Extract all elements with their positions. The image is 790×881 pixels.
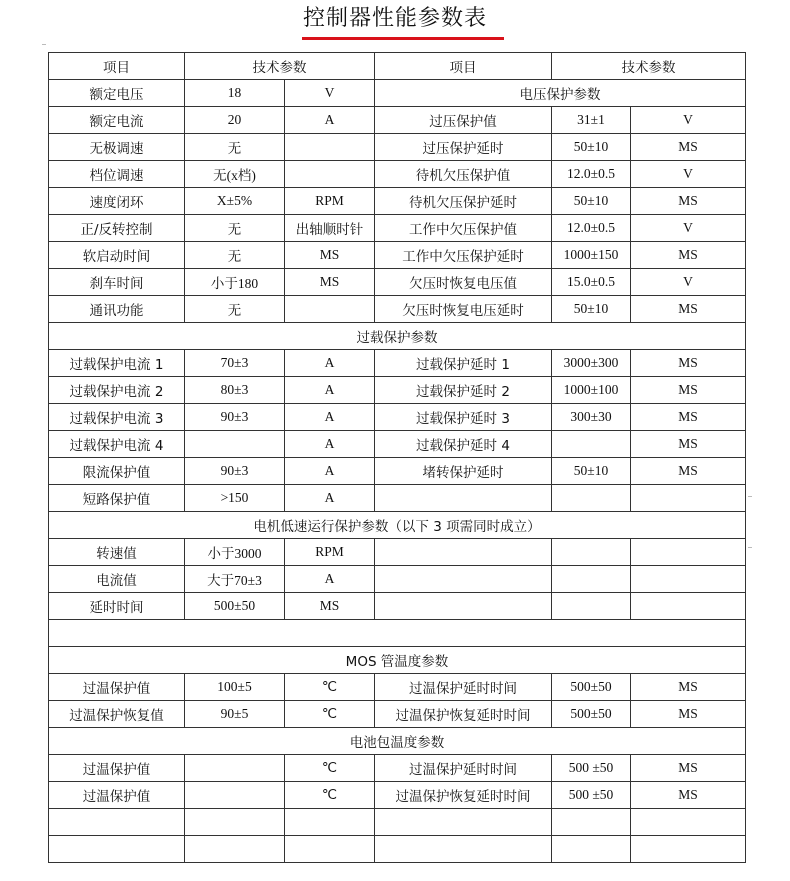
table-cell: 刹车时间 [49,269,185,296]
table-cell: 50±10 [552,296,631,323]
table-cell: 80±3 [185,377,285,404]
table-cell [552,836,631,863]
table-cell: 电流值 [49,566,185,593]
table-cell: 500±50 [552,701,631,728]
table-cell: A [285,458,375,485]
table-cell: ℃ [285,782,375,809]
table-cell [375,836,552,863]
table-cell: 500 ±50 [552,755,631,782]
table-cell: 技术参数 [185,53,375,80]
table-row [49,809,746,836]
table-row [49,782,746,809]
table-row [49,647,746,674]
table-cell: 过温保护延时时间 [375,755,552,782]
section-header: 电机低速运行保护参数（以下 3 项需同时成立） [49,512,746,539]
table-cell: 20 [185,107,285,134]
table-cell: 过载保护延时 1 [375,350,552,377]
table-row [49,620,746,647]
table-cell: 1000±150 [552,242,631,269]
table-cell: 12.0±0.5 [552,215,631,242]
table-cell: 无(x档) [185,161,285,188]
table-cell: MS [631,458,746,485]
table-cell: V [631,215,746,242]
table-cell: 90±3 [185,404,285,431]
table-cell: MS [631,755,746,782]
table-cell: 50±10 [552,134,631,161]
table-cell: 过温保护延时时间 [375,674,552,701]
table-cell: 过载保护电流 2 [49,377,185,404]
table-cell: 待机欠压保护值 [375,161,552,188]
table-cell: 31±1 [552,107,631,134]
table-cell [285,134,375,161]
table-row [49,377,746,404]
table-row [49,458,746,485]
table-row [49,242,746,269]
table-cell: 工作中欠压保护值 [375,215,552,242]
table-cell: MS [631,350,746,377]
table-cell [185,782,285,809]
table-cell: 过温保护值 [49,755,185,782]
table-cell: 出轴顺时针 [285,215,375,242]
table-cell: 限流保护值 [49,458,185,485]
title-underline [302,37,504,40]
table-cell [49,836,185,863]
table-cell [631,485,746,512]
table-cell: 18 [185,80,285,107]
table-row [49,188,746,215]
table-cell: 100±5 [185,674,285,701]
table-cell: 转速值 [49,539,185,566]
table-row [49,728,746,755]
edge-mark [748,496,752,497]
table-row [49,350,746,377]
table-row [49,755,746,782]
table-cell [552,566,631,593]
table-cell: 15.0±0.5 [552,269,631,296]
table-row [49,215,746,242]
table-cell: 过温保护恢复延时时间 [375,701,552,728]
page-title: 控制器性能参数表 [302,6,487,31]
table-cell [185,809,285,836]
table-cell: RPM [285,188,375,215]
table-cell: 额定电压 [49,80,185,107]
table-row [49,53,746,80]
table-cell: 无 [185,215,285,242]
table-row [49,269,746,296]
table-cell [375,485,552,512]
table-cell [285,161,375,188]
table-cell: MS [285,269,375,296]
section-header: 电池包温度参数 [49,728,746,755]
table-cell: ℃ [285,674,375,701]
table-cell: RPM [285,539,375,566]
table-cell: MS [631,377,746,404]
table-cell: MS [631,296,746,323]
table-cell: 项目 [49,53,185,80]
table-cell: 过载保护延时 4 [375,431,552,458]
table-cell: MS [631,404,746,431]
table-cell: 档位调速 [49,161,185,188]
table-cell [552,809,631,836]
table-row [49,431,746,458]
section-header [49,620,746,647]
table-cell: V [285,80,375,107]
table-cell: 过载保护电流 1 [49,350,185,377]
table-cell: 大于70±3 [185,566,285,593]
table-cell [285,296,375,323]
table-cell: A [285,350,375,377]
table-cell: 过载保护延时 3 [375,404,552,431]
table-cell [49,809,185,836]
table-cell: 速度闭环 [49,188,185,215]
table-cell: 过载保护电流 3 [49,404,185,431]
table-cell: X±5% [185,188,285,215]
table-cell [375,566,552,593]
table-cell: MS [631,134,746,161]
table-cell: 欠压时恢复电压值 [375,269,552,296]
table-row [49,323,746,350]
table-row [49,566,746,593]
table-cell [375,593,552,620]
table-row [49,161,746,188]
table-cell: A [285,107,375,134]
table-cell [631,593,746,620]
table-cell: 堵转保护延时 [375,458,552,485]
table-cell [185,755,285,782]
edge-mark [748,547,752,548]
table-cell: 无极调速 [49,134,185,161]
table-cell: MS [631,242,746,269]
table-cell: 短路保护值 [49,485,185,512]
table-row [49,134,746,161]
table-cell [375,539,552,566]
table-cell [631,836,746,863]
table-cell: V [631,269,746,296]
table-cell: 3000±300 [552,350,631,377]
table-cell: V [631,161,746,188]
table-cell: 项目 [375,53,552,80]
table-cell [631,539,746,566]
table-cell: 工作中欠压保护延时 [375,242,552,269]
table-cell: ℃ [285,701,375,728]
table-cell: 过载保护电流 4 [49,431,185,458]
table-row [49,674,746,701]
table-cell: 技术参数 [552,53,746,80]
table-cell [631,809,746,836]
table-cell [631,566,746,593]
parameter-table-body [49,53,746,863]
table-cell: 300±30 [552,404,631,431]
table-cell: A [285,404,375,431]
table-cell: MS [285,242,375,269]
table-cell: A [285,431,375,458]
table-cell [552,485,631,512]
table-cell: 小于180 [185,269,285,296]
table-cell: 待机欠压保护延时 [375,188,552,215]
table-cell: 过压保护延时 [375,134,552,161]
table-cell: 额定电流 [49,107,185,134]
table-cell [552,539,631,566]
table-cell: MS [631,674,746,701]
table-row [49,296,746,323]
table-cell: >150 [185,485,285,512]
table-row [49,80,746,107]
table-cell [185,431,285,458]
table-cell: 500 ±50 [552,782,631,809]
table-cell: 延时时间 [49,593,185,620]
table-cell: A [285,485,375,512]
table-cell: MS [631,431,746,458]
table-cell: 90±5 [185,701,285,728]
table-cell: MS [631,701,746,728]
table-cell: 过温保护值 [49,674,185,701]
table-cell: 70±3 [185,350,285,377]
table-cell: 1000±100 [552,377,631,404]
table-cell: 电压保护参数 [375,80,746,107]
table-cell: 过温保护恢复值 [49,701,185,728]
table-cell: 软启动时间 [49,242,185,269]
table-row [49,107,746,134]
table-row [49,539,746,566]
table-cell: 50±10 [552,458,631,485]
table-cell [552,431,631,458]
table-row [49,836,746,863]
table-cell: ℃ [285,755,375,782]
table-cell: 50±10 [552,188,631,215]
table-cell: MS [631,188,746,215]
table-cell: MS [631,782,746,809]
table-cell: 500±50 [552,674,631,701]
table-cell: A [285,566,375,593]
table-cell: 正/反转控制 [49,215,185,242]
table-cell: 过温保护值 [49,782,185,809]
table-cell: A [285,377,375,404]
table-cell: 90±3 [185,458,285,485]
table-cell: 12.0±0.5 [552,161,631,188]
table-row [49,512,746,539]
table-cell [375,809,552,836]
table-cell: 欠压时恢复电压延时 [375,296,552,323]
table-cell: V [631,107,746,134]
table-cell: 小于3000 [185,539,285,566]
table-row [49,593,746,620]
table-cell: 无 [185,242,285,269]
table-cell: 过载保护延时 2 [375,377,552,404]
table-cell: MS [285,593,375,620]
table-cell: 通讯功能 [49,296,185,323]
table-row [49,485,746,512]
table-row [49,701,746,728]
table-cell [285,836,375,863]
edge-mark [42,44,46,45]
table-row [49,404,746,431]
table-cell: 500±50 [185,593,285,620]
table-cell: 过压保护值 [375,107,552,134]
table-cell [552,593,631,620]
section-header: MOS 管温度参数 [49,647,746,674]
parameter-table [48,52,746,863]
table-cell [185,836,285,863]
table-cell: 无 [185,134,285,161]
table-cell [285,809,375,836]
table-cell: 无 [185,296,285,323]
section-header: 过载保护参数 [49,323,746,350]
table-cell: 过温保护恢复延时时间 [375,782,552,809]
